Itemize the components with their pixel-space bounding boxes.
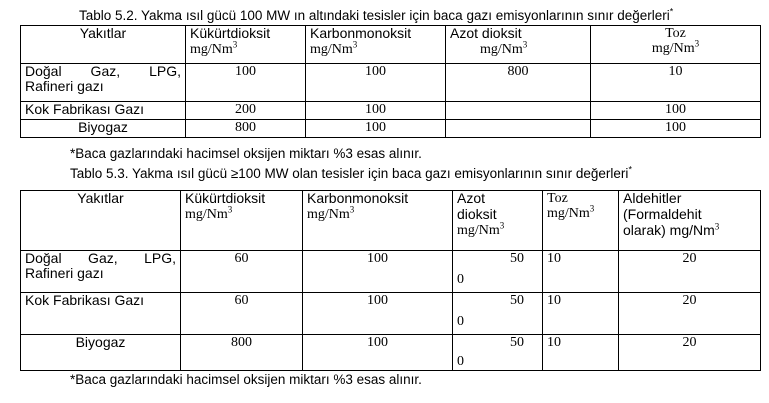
t2-r1-so2: 60: [181, 251, 303, 293]
table2-caption-mark: *: [628, 164, 632, 175]
t2-r1-fuel: [21, 251, 181, 293]
t2-r1-fuel-a: Doğal Gaz, LPG,: [25, 250, 176, 266]
t2-r1-nox-b: 0: [457, 272, 464, 287]
t2-r3-co: 100: [303, 335, 453, 371]
t2-ald-l2: (Formaldehit: [623, 206, 702, 222]
t2-r3-so2: 800: [181, 335, 303, 371]
t1-dust-exp: 3: [694, 38, 700, 49]
t2-r1-nox-a: 50: [510, 251, 524, 266]
t1-r3-fuel: Biyogaz: [21, 120, 186, 138]
t2-r2-so2: 60: [181, 293, 303, 335]
table1-caption: [79, 8, 673, 24]
t2-r2-nox-a: 50: [510, 293, 524, 308]
t2-r3-dust: 10: [543, 335, 619, 371]
t1-nox-unit: mg/Nm: [480, 42, 523, 57]
t1-r2-fuel: Kok Fabrikası Gazı: [21, 102, 186, 120]
t1-co-exp: 3: [352, 39, 358, 50]
t2-r1-nox: [453, 251, 543, 293]
table1-caption-mark: *: [669, 6, 674, 17]
t1-dust-name: Toz: [665, 26, 686, 41]
t1-co-unit: mg/Nm: [310, 42, 353, 57]
t2-dust-exp: 3: [589, 203, 595, 214]
t2-co-exp: 3: [349, 204, 355, 215]
t2-r2-co: 100: [303, 293, 453, 335]
t2-r3-ald: 20: [619, 335, 761, 371]
table-row: [21, 293, 761, 335]
table-row: [21, 102, 761, 120]
t2-so2-exp: 3: [227, 204, 233, 215]
t2-header-so2: [181, 191, 303, 251]
t1-r1-fuel-b: Rafineri gazı: [25, 78, 104, 94]
t1-r1-so2: 100: [186, 64, 306, 102]
t1-nox-exp: 3: [522, 39, 528, 50]
t1-r3-so2: 800: [186, 120, 306, 138]
t2-ald-l3: olarak) mg/Nm: [623, 222, 715, 238]
t1-so2-exp: 3: [232, 39, 238, 50]
table2-footnote: *Baca gazlarındaki hacimsel oksijen miktarı %3 esas alınır.: [70, 372, 422, 387]
t1-header-dust: [591, 26, 761, 64]
t1-r2-so2: 200: [186, 102, 306, 120]
t2-r3-nox-b: 0: [457, 354, 464, 369]
t2-dust-unit: mg/Nm: [547, 206, 590, 221]
t2-ald-exp: 3: [714, 221, 720, 232]
t2-r2-nox: [453, 293, 543, 335]
t2-r3-nox-a: 50: [510, 335, 524, 350]
t2-co-unit: mg/Nm: [307, 207, 350, 222]
t2-header-dust: [543, 191, 619, 251]
t1-r1-fuel-a: Doğal Gaz, LPG,: [25, 63, 181, 79]
t2-r2-dust: 10: [543, 293, 619, 335]
table1-footnote: *Baca gazlarındaki hacimsel oksijen miktarı %3 esas alınır.: [70, 146, 422, 161]
table2-caption: [70, 166, 632, 182]
t1-co-name: Karbonmonoksit: [310, 25, 412, 41]
t1-dust-unit: mg/Nm: [651, 41, 695, 56]
t2-header-fuel: [21, 191, 181, 251]
t1-so2-name: Kükürtdioksit: [190, 25, 271, 41]
t2-r3-nox: [453, 335, 543, 371]
t1-r2-dust: 100: [591, 102, 761, 120]
t2-so2-unit: mg/Nm: [185, 207, 228, 222]
table2-header-row: [21, 191, 761, 251]
t1-header-fuel-text: Yakıtlar: [79, 25, 127, 41]
t1-r1-fuel: [21, 64, 186, 102]
t1-so2-unit: mg/Nm: [190, 42, 233, 57]
t2-nox-l1: Azot: [457, 190, 486, 206]
t1-r1-nox: 800: [446, 64, 591, 102]
t2-r3-fuel: Biyogaz: [21, 335, 181, 371]
t2-header-nox: [453, 191, 543, 251]
t1-r3-nox: [446, 120, 591, 138]
t2-co-name: Karbonmonoksit: [307, 190, 409, 206]
t2-r1-ald: 20: [619, 251, 761, 293]
table-row: [21, 251, 761, 293]
t1-header-co: [306, 26, 446, 64]
t2-r2-nox-b: 0: [457, 314, 464, 329]
t1-header-so2: [186, 26, 306, 64]
t2-nox-l2: dioksit: [457, 206, 497, 222]
t1-nox-name: Azot dioksit: [450, 25, 522, 41]
t2-ald-l1: Aldehitler: [623, 190, 682, 206]
t2-nox-exp: 3: [499, 220, 505, 231]
t2-r2-fuel: Kok Fabrikası Gazı: [21, 293, 181, 335]
t2-header-co: [303, 191, 453, 251]
t2-dust-name: Toz: [547, 191, 568, 206]
table-row: [21, 335, 761, 371]
table2: [20, 190, 761, 371]
table2-caption-text: Tablo 5.3. Yakma ısıl gücü ≥100 MW olan tesisler için baca gazı emisyonlarının sınır değerleri: [70, 166, 629, 181]
t2-r2-ald: 20: [619, 293, 761, 335]
t1-header-fuel: [21, 26, 186, 64]
table1-header-row: [21, 26, 761, 64]
t1-r1-dust: 10: [591, 64, 761, 102]
t2-r1-dust: 10: [543, 251, 619, 293]
t1-r1-co: 100: [306, 64, 446, 102]
t2-header-fuel-text: Yakıtlar: [77, 190, 124, 206]
t1-header-nox: [446, 26, 591, 64]
t1-r3-co: 100: [306, 120, 446, 138]
t2-nox-unit: mg/Nm: [457, 223, 500, 238]
table1-caption-text: Tablo 5.2. Yakma ısıl gücü 100 MW ın altındaki tesisler için baca gazı emisyonlarının sınır değerleri: [79, 8, 670, 23]
t1-r3-dust: 100: [591, 120, 761, 138]
t1-r2-nox: [446, 102, 591, 120]
table-row: [21, 64, 761, 102]
t2-header-ald: [619, 191, 761, 251]
t2-r1-fuel-b: Rafineri gazı: [25, 265, 104, 281]
table-row: [21, 120, 761, 138]
t2-so2-name: Kükürtdioksit: [185, 190, 266, 206]
t2-r1-co: 100: [303, 251, 453, 293]
t1-r2-co: 100: [306, 102, 446, 120]
table1: [20, 25, 761, 138]
